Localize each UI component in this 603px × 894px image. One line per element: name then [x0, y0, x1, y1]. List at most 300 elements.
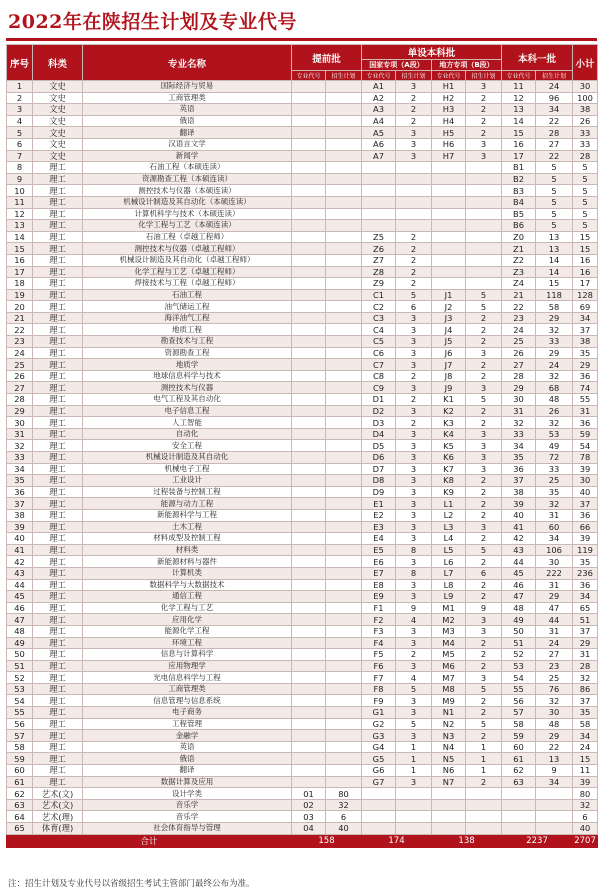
cell-tier1-code: 51 — [502, 637, 536, 649]
cell-national-plan — [396, 811, 432, 823]
cell-national-code: C7 — [362, 359, 396, 371]
cell-seq: 1 — [7, 81, 33, 93]
cell-local-code: K1 — [432, 394, 466, 406]
cell-local-code — [432, 162, 466, 174]
cell-national-plan: 3 — [396, 625, 432, 637]
table-row — [7, 799, 598, 811]
cell-tier1-code — [502, 823, 536, 835]
cell-national-plan: 2 — [396, 243, 432, 255]
cell-advance-code: 01 — [292, 788, 326, 800]
cell-tier1-plan: 29 — [536, 312, 573, 324]
footnote: 注：招生计划及专业代号以省级招生考试主管部门最终公布为准。 — [8, 879, 255, 889]
cell-major-name: 汉语言文学 — [83, 138, 292, 150]
cell-subtotal: 15 — [573, 243, 598, 255]
cell-subtotal: 29 — [573, 637, 598, 649]
cell-local-code: N7 — [432, 776, 466, 788]
cell-major-name: 机械设计制造及其自动化 — [83, 452, 292, 464]
cell-tier1-code: 32 — [502, 417, 536, 429]
cell-local-plan — [466, 799, 502, 811]
cell-seq: 3 — [7, 104, 33, 116]
cell-tier1-plan: 24 — [536, 81, 573, 93]
table-row — [7, 683, 598, 695]
cell-local-code: J7 — [432, 359, 466, 371]
cell-local-plan: 2 — [466, 533, 502, 545]
cell-advance-plan — [326, 521, 362, 533]
table-row — [7, 567, 598, 579]
cell-local-code: J3 — [432, 312, 466, 324]
cell-seq: 54 — [7, 695, 33, 707]
cell-national-code: C9 — [362, 382, 396, 394]
cell-national-plan: 3 — [396, 150, 432, 162]
cell-tier1-plan: 68 — [536, 382, 573, 394]
table-body — [7, 81, 598, 835]
cell-tier1-plan: 9 — [536, 765, 573, 777]
cell-seq: 57 — [7, 730, 33, 742]
cell-advance-code — [292, 475, 326, 487]
cell-tier1-plan: 58 — [536, 301, 573, 313]
cell-local-code — [432, 811, 466, 823]
cell-subtotal: 32 — [573, 799, 598, 811]
cell-seq: 64 — [7, 811, 33, 823]
cell-national-code: E8 — [362, 579, 396, 591]
cell-advance-plan — [326, 602, 362, 614]
cell-seq: 33 — [7, 452, 33, 464]
cell-tier1-plan: 106 — [536, 544, 573, 556]
cell-local-code: K3 — [432, 417, 466, 429]
cell-national-plan: 5 — [396, 683, 432, 695]
cell-major-name: 地质工程 — [83, 324, 292, 336]
cell-national-plan: 2 — [396, 394, 432, 406]
cell-tier1-plan: 29 — [536, 730, 573, 742]
cell-local-plan: 3 — [466, 150, 502, 162]
table-row — [7, 463, 598, 475]
cell-category: 理工 — [33, 625, 83, 637]
cell-advance-plan: 40 — [326, 823, 362, 835]
cell-national-plan: 2 — [396, 104, 432, 116]
cell-major-name: 资源勘查工程（本硕连读） — [83, 173, 292, 185]
cell-national-plan: 3 — [396, 730, 432, 742]
cell-category: 理工 — [33, 776, 83, 788]
cell-national-plan — [396, 208, 432, 220]
cell-tier1-plan: 14 — [536, 254, 573, 266]
cell-advance-plan — [326, 370, 362, 382]
cell-advance-code — [292, 266, 326, 278]
cell-category: 文史 — [33, 104, 83, 116]
cell-advance-code — [292, 637, 326, 649]
table-row — [7, 730, 598, 742]
cell-subtotal: 26 — [573, 115, 598, 127]
cell-seq: 12 — [7, 208, 33, 220]
cell-advance-plan — [326, 475, 362, 487]
totals-tier1: 2237 — [502, 834, 573, 847]
cell-subtotal: 11 — [573, 765, 598, 777]
cell-advance-plan — [326, 591, 362, 603]
cell-seq: 16 — [7, 254, 33, 266]
cell-advance-code — [292, 591, 326, 603]
cell-national-code: A6 — [362, 138, 396, 150]
cell-local-code: M4 — [432, 637, 466, 649]
cell-advance-code — [292, 254, 326, 266]
cell-tier1-plan: 29 — [536, 347, 573, 359]
cell-national-plan: 3 — [396, 138, 432, 150]
cell-seq: 28 — [7, 394, 33, 406]
cell-advance-plan — [326, 498, 362, 510]
cell-national-code: C2 — [362, 301, 396, 313]
cell-advance-code — [292, 231, 326, 243]
cell-tier1-code: 29 — [502, 382, 536, 394]
cell-advance-plan — [326, 336, 362, 348]
cell-local-code — [432, 185, 466, 197]
cell-advance-code — [292, 92, 326, 104]
cell-tier1-plan: 14 — [536, 266, 573, 278]
cell-local-plan: 2 — [466, 312, 502, 324]
cell-national-code: E2 — [362, 509, 396, 521]
cell-tier1-code: 13 — [502, 104, 536, 116]
cell-subtotal: 36 — [573, 370, 598, 382]
table-row — [7, 185, 598, 197]
cell-local-code: N1 — [432, 707, 466, 719]
cell-national-code: D6 — [362, 452, 396, 464]
cell-local-code: H5 — [432, 127, 466, 139]
cell-advance-code — [292, 359, 326, 371]
cell-national-plan: 3 — [396, 405, 432, 417]
cell-local-code — [432, 220, 466, 232]
totals-label: 合计 — [7, 834, 292, 847]
cell-national-plan: 4 — [396, 614, 432, 626]
cell-local-code: J6 — [432, 347, 466, 359]
cell-category: 理工 — [33, 208, 83, 220]
cell-subtotal: 236 — [573, 567, 598, 579]
cell-local-plan — [466, 811, 502, 823]
cell-tier1-code: 55 — [502, 683, 536, 695]
cell-local-code — [432, 823, 466, 835]
cell-tier1-code: 25 — [502, 336, 536, 348]
header-tier1-batch: 本科一批 — [502, 45, 573, 71]
cell-seq: 60 — [7, 765, 33, 777]
cell-tier1-code: 48 — [502, 602, 536, 614]
table-row — [7, 278, 598, 290]
cell-advance-plan — [326, 741, 362, 753]
table-row — [7, 776, 598, 788]
cell-category: 文史 — [33, 92, 83, 104]
cell-advance-plan: 32 — [326, 799, 362, 811]
cell-local-code: M5 — [432, 649, 466, 661]
cell-tier1-plan: 32 — [536, 370, 573, 382]
cell-subtotal: 86 — [573, 683, 598, 695]
cell-tier1-plan: 31 — [536, 579, 573, 591]
cell-major-name: 化学工程与工艺（本硕连读） — [83, 220, 292, 232]
cell-local-code — [432, 243, 466, 255]
cell-advance-code — [292, 683, 326, 695]
cell-subtotal: 36 — [573, 509, 598, 521]
cell-national-plan: 3 — [396, 440, 432, 452]
cell-major-name: 材料成型及控制工程 — [83, 533, 292, 545]
cell-subtotal: 36 — [573, 579, 598, 591]
cell-tier1-code: 28 — [502, 370, 536, 382]
cell-local-code: J8 — [432, 370, 466, 382]
cell-local-plan — [466, 196, 502, 208]
cell-advance-code — [292, 370, 326, 382]
cell-major-name: 地球信息科学与技术 — [83, 370, 292, 382]
cell-tier1-code: 37 — [502, 475, 536, 487]
cell-advance-plan — [326, 544, 362, 556]
cell-tier1-plan: 13 — [536, 231, 573, 243]
cell-advance-plan — [326, 625, 362, 637]
cell-advance-plan — [326, 92, 362, 104]
cell-local-code — [432, 278, 466, 290]
cell-national-code: G3 — [362, 730, 396, 742]
cell-local-plan: 2 — [466, 730, 502, 742]
cell-advance-plan — [326, 127, 362, 139]
cell-national-code: E3 — [362, 521, 396, 533]
cell-tier1-code: 50 — [502, 625, 536, 637]
cell-subtotal: 34 — [573, 730, 598, 742]
cell-seq: 58 — [7, 741, 33, 753]
cell-category: 理工 — [33, 289, 83, 301]
cell-major-name: 信息管理与信息系统 — [83, 695, 292, 707]
cell-national-code: Z6 — [362, 243, 396, 255]
cell-major-name: 环境工程 — [83, 637, 292, 649]
cell-category: 理工 — [33, 695, 83, 707]
cell-local-plan: 5 — [466, 544, 502, 556]
cell-category: 文史 — [33, 115, 83, 127]
table-row — [7, 637, 598, 649]
cell-national-plan — [396, 196, 432, 208]
cell-major-name: 电气工程及其自动化 — [83, 394, 292, 406]
table-row — [7, 788, 598, 800]
cell-advance-code — [292, 336, 326, 348]
cell-tier1-plan: 5 — [536, 208, 573, 220]
cell-advance-plan: 6 — [326, 811, 362, 823]
cell-category: 文史 — [33, 81, 83, 93]
cell-advance-plan — [326, 463, 362, 475]
cell-national-plan — [396, 220, 432, 232]
cell-seq: 51 — [7, 660, 33, 672]
table-row — [7, 382, 598, 394]
cell-major-name: 数据计算及应用 — [83, 776, 292, 788]
table-row — [7, 370, 598, 382]
table-row — [7, 753, 598, 765]
cell-major-name: 焊接技术与工程（卓越工程师） — [83, 278, 292, 290]
cell-advance-code — [292, 81, 326, 93]
cell-category: 理工 — [33, 753, 83, 765]
cell-seq: 42 — [7, 556, 33, 568]
cell-tier1-code: B3 — [502, 185, 536, 197]
cell-tier1-plan: 48 — [536, 718, 573, 730]
cell-major-name: 工业设计 — [83, 475, 292, 487]
cell-local-plan — [466, 162, 502, 174]
cell-national-code — [362, 185, 396, 197]
cell-seq: 29 — [7, 405, 33, 417]
cell-tier1-code: 21 — [502, 289, 536, 301]
cell-seq: 40 — [7, 533, 33, 545]
cell-national-code: G6 — [362, 765, 396, 777]
table-row — [7, 324, 598, 336]
cell-tier1-plan: 27 — [536, 649, 573, 661]
cell-local-code — [432, 173, 466, 185]
cell-category: 理工 — [33, 278, 83, 290]
cell-local-plan — [466, 220, 502, 232]
cell-category: 理工 — [33, 660, 83, 672]
cell-category: 理工 — [33, 405, 83, 417]
cell-tier1-code: 61 — [502, 753, 536, 765]
cell-major-name: 工商管理类 — [83, 92, 292, 104]
cell-tier1-plan: 47 — [536, 602, 573, 614]
cell-category: 理工 — [33, 243, 83, 255]
cell-advance-plan: 80 — [326, 788, 362, 800]
cell-advance-code — [292, 127, 326, 139]
cell-subtotal: 128 — [573, 289, 598, 301]
cell-local-code: H7 — [432, 150, 466, 162]
cell-local-code: K8 — [432, 475, 466, 487]
cell-tier1-code — [502, 799, 536, 811]
cell-tier1-code: B1 — [502, 162, 536, 174]
cell-local-code: K7 — [432, 463, 466, 475]
cell-major-name: 石油工程（卓越工程师） — [83, 231, 292, 243]
cell-local-code: M6 — [432, 660, 466, 672]
cell-local-plan — [466, 208, 502, 220]
cell-local-plan: 2 — [466, 115, 502, 127]
cell-major-name: 信息与计算科学 — [83, 649, 292, 661]
cell-advance-code — [292, 486, 326, 498]
cell-major-name: 勘查技术与工程 — [83, 336, 292, 348]
cell-seq: 10 — [7, 185, 33, 197]
cell-advance-plan — [326, 683, 362, 695]
cell-local-plan: 2 — [466, 660, 502, 672]
cell-category: 理工 — [33, 741, 83, 753]
cell-local-code: N5 — [432, 753, 466, 765]
cell-major-name: 新闻学 — [83, 150, 292, 162]
cell-advance-code — [292, 776, 326, 788]
cell-local-code: H4 — [432, 115, 466, 127]
header-national-special: 国家专项（A段） — [362, 60, 432, 71]
cell-major-name: 应用化学 — [83, 614, 292, 626]
cell-category: 理工 — [33, 521, 83, 533]
cell-seq: 62 — [7, 788, 33, 800]
cell-major-name: 新能源材料与器件 — [83, 556, 292, 568]
cell-national-code: D7 — [362, 463, 396, 475]
cell-national-plan: 5 — [396, 289, 432, 301]
cell-tier1-code: 63 — [502, 776, 536, 788]
cell-advance-plan — [326, 672, 362, 684]
cell-major-name: 音乐学 — [83, 811, 292, 823]
cell-national-plan: 3 — [396, 359, 432, 371]
cell-seq: 49 — [7, 637, 33, 649]
table-row — [7, 509, 598, 521]
table-row — [7, 220, 598, 232]
cell-tier1-plan: 5 — [536, 173, 573, 185]
cell-local-code: J1 — [432, 289, 466, 301]
table-row — [7, 127, 598, 139]
cell-seq: 21 — [7, 312, 33, 324]
cell-local-code: K9 — [432, 486, 466, 498]
cell-major-name: 应用物理学 — [83, 660, 292, 672]
table-row — [7, 347, 598, 359]
cell-tier1-plan: 5 — [536, 185, 573, 197]
cell-category: 理工 — [33, 707, 83, 719]
cell-national-plan: 3 — [396, 463, 432, 475]
cell-national-code: A2 — [362, 92, 396, 104]
cell-major-name: 国际经济与贸易 — [83, 81, 292, 93]
cell-advance-plan — [326, 138, 362, 150]
table-row — [7, 533, 598, 545]
cell-subtotal: 39 — [573, 463, 598, 475]
cell-local-plan: 2 — [466, 776, 502, 788]
cell-major-name: 过程装备与控制工程 — [83, 486, 292, 498]
cell-local-code: M9 — [432, 695, 466, 707]
cell-local-plan — [466, 823, 502, 835]
cell-advance-plan — [326, 730, 362, 742]
cell-advance-plan — [326, 509, 362, 521]
cell-tier1-plan: 76 — [536, 683, 573, 695]
cell-national-code: Z7 — [362, 254, 396, 266]
cell-tier1-plan: 27 — [536, 138, 573, 150]
cell-advance-plan — [326, 405, 362, 417]
cell-subtotal: 31 — [573, 649, 598, 661]
cell-major-name: 英语 — [83, 104, 292, 116]
cell-national-code — [362, 208, 396, 220]
cell-category: 理工 — [33, 336, 83, 348]
cell-national-code: C3 — [362, 312, 396, 324]
cell-tier1-code: 26 — [502, 347, 536, 359]
table-row — [7, 254, 598, 266]
cell-category: 理工 — [33, 614, 83, 626]
cell-national-code: D3 — [362, 417, 396, 429]
cell-seq: 47 — [7, 614, 33, 626]
header-tier1-plan: 招生计划 — [536, 71, 573, 81]
cell-major-name: 机械设计制造及其自动化（本硕连读） — [83, 196, 292, 208]
cell-subtotal: 54 — [573, 440, 598, 452]
cell-national-plan: 3 — [396, 591, 432, 603]
table-row — [7, 417, 598, 429]
cell-tier1-code: Z4 — [502, 278, 536, 290]
cell-tier1-code: 52 — [502, 649, 536, 661]
cell-national-code: G1 — [362, 707, 396, 719]
cell-advance-plan — [326, 440, 362, 452]
cell-local-plan: 2 — [466, 498, 502, 510]
cell-national-plan: 3 — [396, 556, 432, 568]
cell-national-plan: 3 — [396, 347, 432, 359]
cell-tier1-plan: 60 — [536, 521, 573, 533]
cell-major-name: 俄语 — [83, 753, 292, 765]
cell-advance-plan — [326, 660, 362, 672]
cell-tier1-plan: 23 — [536, 660, 573, 672]
cell-local-code: N4 — [432, 741, 466, 753]
header-advance-code: 专业代号 — [292, 71, 326, 81]
cell-seq: 59 — [7, 753, 33, 765]
cell-subtotal: 15 — [573, 753, 598, 765]
cell-advance-code — [292, 440, 326, 452]
cell-local-code: L6 — [432, 556, 466, 568]
cell-local-plan: 2 — [466, 591, 502, 603]
cell-local-plan: 3 — [466, 452, 502, 464]
cell-seq: 9 — [7, 173, 33, 185]
cell-national-plan: 3 — [396, 486, 432, 498]
cell-subtotal: 51 — [573, 614, 598, 626]
header-seq: 序号 — [7, 45, 33, 81]
cell-seq: 18 — [7, 278, 33, 290]
cell-local-plan: 2 — [466, 104, 502, 116]
cell-local-plan: 1 — [466, 765, 502, 777]
cell-seq: 63 — [7, 799, 33, 811]
title-divider — [6, 38, 597, 41]
cell-advance-code — [292, 695, 326, 707]
cell-local-code: N6 — [432, 765, 466, 777]
cell-major-name: 英语 — [83, 741, 292, 753]
cell-local-plan: 3 — [466, 614, 502, 626]
cell-tier1-code: 49 — [502, 614, 536, 626]
cell-tier1-plan: 22 — [536, 115, 573, 127]
